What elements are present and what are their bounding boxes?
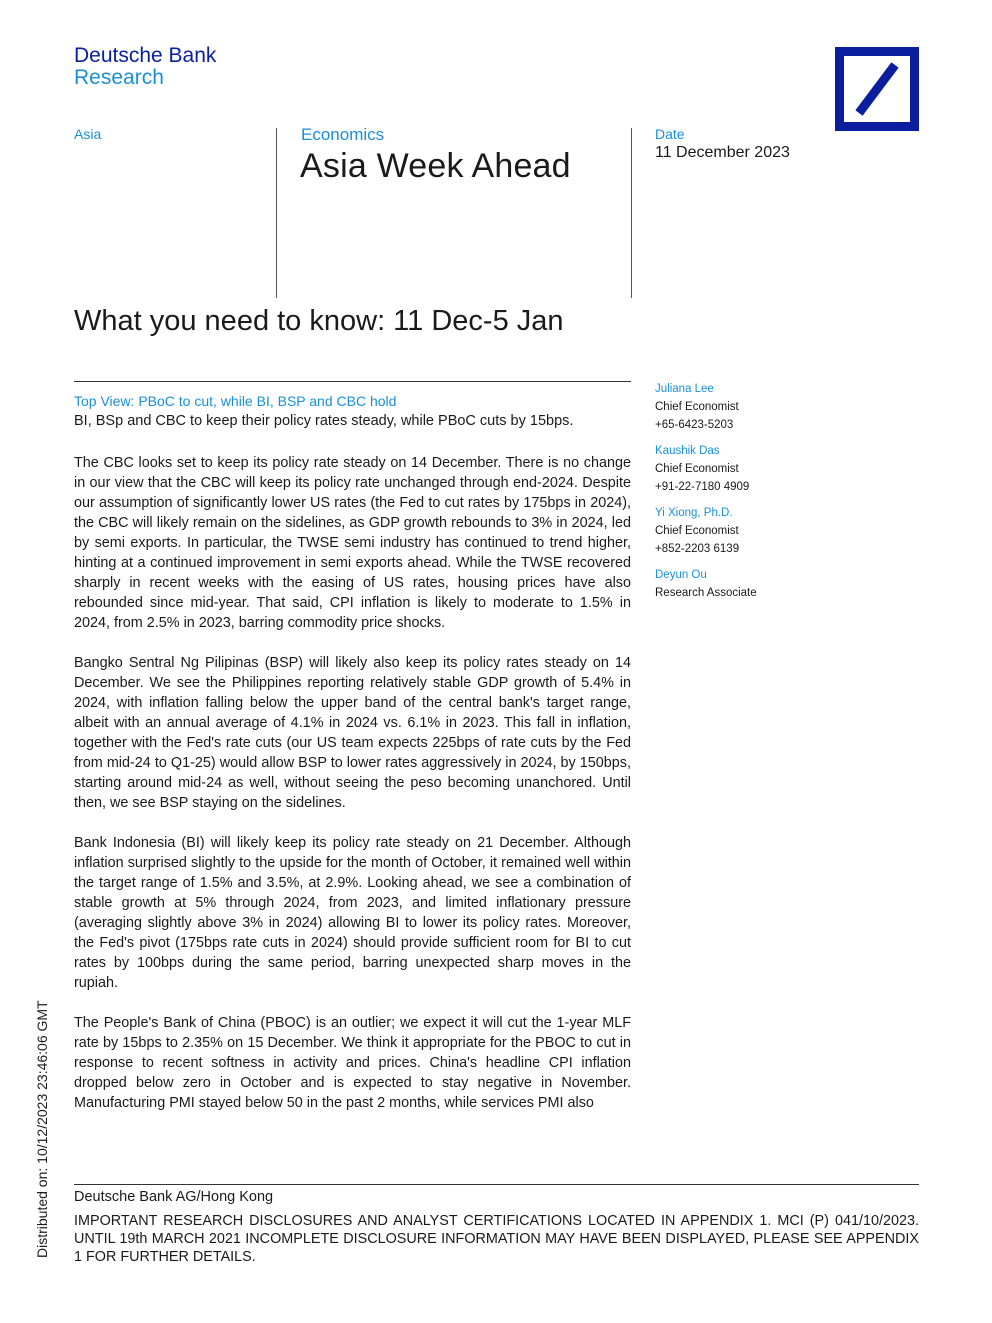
paragraph: The People's Bank of China (PBOC) is an outlier; we expect it will cut the 1-year MLF rate by 15bps to 2.35% on 15 December. We think it appropriate for the PBOC to cut in response to recent softness in activity and prices. China's headline CPI inflation dropped below zero in October and is expected to stay negative in November. Manufacturing PMI stayed below 50 in the past 2 months, while services PMI also bbox=[74, 1015, 631, 1111]
author-card bbox=[655, 566, 895, 602]
header-divider bbox=[276, 128, 277, 298]
author-name[interactable]: Juliana Lee bbox=[655, 383, 714, 395]
author-name[interactable]: Deyun Ou bbox=[655, 569, 707, 581]
body-text bbox=[74, 453, 631, 1133]
deutsche-bank-logo-icon bbox=[835, 47, 919, 131]
header-divider bbox=[631, 128, 632, 298]
paragraph: The CBC looks set to keep its policy rate steady on 14 December. There is no change in our view that the CBC will keep its policy rate unchanged through end-2024. Despite our assumption of significantly lower US rates (the Fed to cut rates by 175bps in 2024), the CBC will likely remain on the sidelines, as GDP growth rebounds to 3% in 2024, led by semi exports. In particular, the TWSE semi industry has continued to trend higher, hinting at a continued improvement in semi exports ahead. While the TWSE recovered sharply in recent weeks with the easing of US rates, housing prices have also rebounded since mid-year. That said, CPI inflation is likely to moderate to 1.5% in 2024, from 2.5% in 2023, barring commodity price shocks. bbox=[74, 455, 631, 631]
footer-divider bbox=[74, 1184, 919, 1185]
brand-subtitle: Research bbox=[74, 66, 164, 89]
footer-disclosure: IMPORTANT RESEARCH DISCLOSURES AND ANALYST CERTIFICATIONS LOCATED IN APPENDIX 1. MCI (P) 041/10/2023. UNTIL 19th MARCH 2021 INCOMPLETE DISCLOSURE INFORMATION MAY HAVE BEEN DISPLAYED, PLEASE SEE APPENDIX 1 FOR FURTHER DETAILS. bbox=[74, 1213, 919, 1265]
footer-entity: Deutsche Bank AG/Hong Kong bbox=[74, 1189, 274, 1205]
paragraph: Bangko Sentral Ng Pilipinas (BSP) will likely also keep its policy rates steady on 14 December. We see the Philippines reporting relatively stable GDP growth of 5.4% in 2024, with inflation falling below the upper band of the central bank's target range, albeit with an annual average of 4.1% in 2024 vs. 6.1% in 2023. This fall in inflation, together with the Fed's rate cuts (our US team expects 225bps of rate cuts by the Fed from mid-24 to Q1-25) would allow BSP to lower rates aggressively in 2024, by 150bps, starting around mid-24 as well, without seeing the peso becoming unanchored. Until then, we see BSP staying on the sidelines. bbox=[74, 655, 631, 811]
paragraph: Bank Indonesia (BI) will likely keep its policy rate steady on 21 December. Although inflation surprised slightly to the upside for the month of October, it remained well within the target range of 1.5% and 3.5%, at 2.9%. Looking ahead, we see a combination of stable growth at 5% through 2024, from 2023, and limited inflationary pressure (averaging slightly above 3% in 2024) allowing BI to lower its policy rates. Moreover, the Fed's pivot (175bps rate cuts in 2024) should provide sufficient room for BI to cut rates by 100bps during the same period, barring unexpected sharp moves in the rupiah. bbox=[74, 835, 631, 991]
top-view-title: Top View: PBoC to cut, while BI, BSP and CBC hold bbox=[74, 393, 397, 409]
section-label: Economics bbox=[301, 125, 385, 144]
date-value: 11 December 2023 bbox=[655, 144, 790, 161]
date-label: Date bbox=[655, 126, 685, 142]
distribution-stamp: Distributed on: 10/12/2023 23:46:06 GMT bbox=[34, 1000, 50, 1258]
author-role: Chief Economist bbox=[655, 525, 739, 537]
brand-name: Deutsche Bank bbox=[74, 44, 217, 67]
author-card bbox=[655, 504, 895, 558]
author-card bbox=[655, 442, 895, 496]
author-card bbox=[655, 380, 895, 434]
author-phone: +65-6423-5203 bbox=[655, 419, 734, 431]
region-label: Asia bbox=[74, 126, 102, 142]
top-view-subtitle: BI, BSp and CBC to keep their policy rates steady, while PBoC cuts by 15bps. bbox=[74, 413, 574, 429]
page-headline: What you need to know: 11 Dec-5 Jan bbox=[74, 305, 564, 337]
author-list bbox=[655, 380, 895, 610]
author-name[interactable]: Yi Xiong, Ph.D. bbox=[655, 507, 733, 519]
author-phone: +91-22-7180 4909 bbox=[655, 481, 750, 493]
author-role: Chief Economist bbox=[655, 401, 739, 413]
author-role: Chief Economist bbox=[655, 463, 739, 475]
author-name[interactable]: Kaushik Das bbox=[655, 445, 720, 457]
report-title: Asia Week Ahead bbox=[300, 147, 571, 185]
section-divider bbox=[74, 381, 631, 382]
author-role: Research Associate bbox=[655, 587, 757, 599]
author-phone: +852-2203 6139 bbox=[655, 543, 740, 555]
